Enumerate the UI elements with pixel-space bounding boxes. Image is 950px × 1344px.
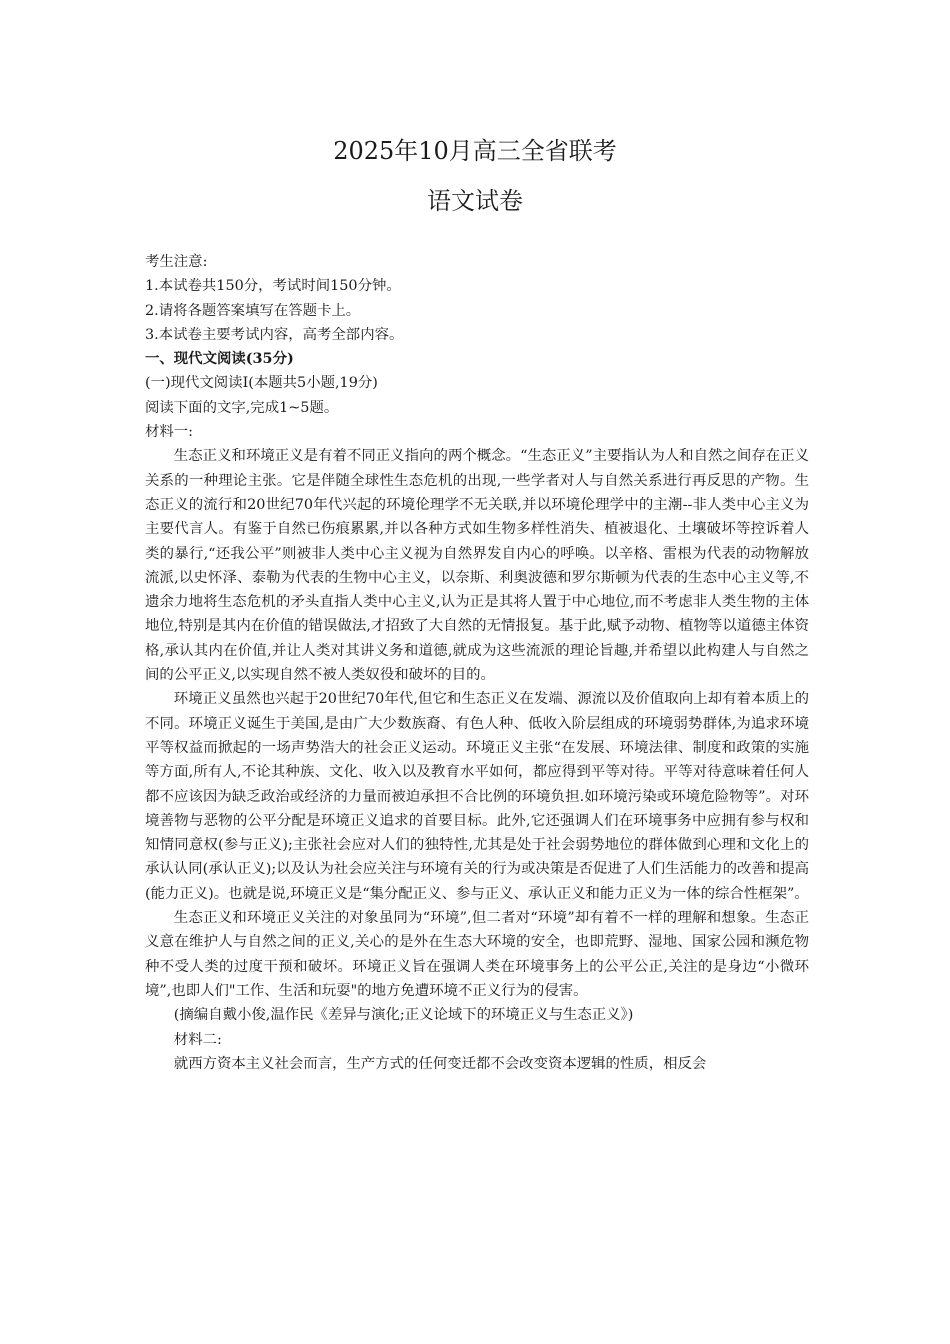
exam-title: 2025年10月高三全省联考 — [333, 137, 617, 165]
notice-item: 1.本试卷共150分，考试时间150分钟。 — [145, 278, 401, 295]
material-2-first-line: 就西方资本主义社会而言，生产方式的任何变迁都不会改变资本逻辑的性质，相反会 — [173, 1055, 707, 1072]
exam-subject-title: 语文试卷 — [427, 187, 523, 215]
reading-instruction: 阅读下面的文字,完成1~5题。 — [145, 399, 339, 416]
material-2-label: 材料二: — [173, 1031, 222, 1048]
material-1-paragraph: 环境正义虽然也兴起于20世纪70年代,但它和生态正义在发端、源流以及价值取向上却有着本质上的不同。环境正义诞生于美国,是由广大少数族裔、有色人种、低收入阶层组成的环境弱势群体,为追求环境平等权益而掀起的一场声势浩大的社会正义运动。环境正义主张“在发展、环境法律、制度和政策的实施等方面,所有人,不论其种族、文化、收入以及教育水平如何，都应得到平等对待。平等对待意味着任何人都不应该因为缺乏政治或经济的力量而被迫承担不合比例的环境负担.如环境污染或环境危险物等”。对环境善物与恶物的公平分配是环境正义追求的首要目标。此外,它还强调人们在环境事务中应拥有参与权和知情同意权(参与正义);主张社会应对人们的独特性,尤其是处于社会弱势地位的群体做到心理和文化上的承认认同(承认正义);以及认为社会应关注与环境有关的行为或决策是否促进了人们生活能力的改善和提高(能力正义)。也就是说,环境正义是“集分配正义、参与正义、承认正义和能力正义为一体的综合性框架”。 — [145, 691, 809, 902]
material-1-label: 材料一: — [145, 424, 194, 441]
notice-item: 3.本试卷主要考试内容，高考全部内容。 — [145, 326, 404, 343]
section-title: 一、现代文阅读(35分) — [145, 350, 294, 368]
notice-item: 2.请将各题答案填写在答题卡上。 — [145, 302, 361, 319]
material-1-paragraph: 生态正义和环境正义关注的对象虽同为“环境”,但二者对“环境”却有着不一样的理解和想象。生态正义意在维护人与自然之间的正义,关心的是外在生态大环境的安全，也即荒野、湿地、国家公园和濒危物种不受人类的过度干预和破坏。环境正义旨在强调人类在环境事务上的公平公正,关注的是身边“小微环境”,也即人们"工作、生活和玩耍"的地方免遭环境不正义行为的侵害。 — [145, 910, 809, 999]
material-1-paragraph: 生态正义和环境正义是有着不同正义指向的两个概念。“生态正义”主要指认为人和自然之间存在正义关系的一种理论主张。它是伴随全球性生态危机的出现,一些学者对人与自然关系进行再反思的产物。生态正义的流行和20世纪70年代兴起的环境伦理学不无关联,并以环境伦理学中的主潮--非人类中心主义为主要代言人。有鉴于自然已伤痕累累,并以各种方式如生物多样性消失、植被退化、土壤破坏等控诉着人类的暴行,“还我公平”则被非人类中心主义视为自然界发自内心的呼唤。以辛格、雷根为代表的动物解放流派,以史怀泽、泰勒为代表的生物中心主义，以奈斯、利奥波德和罗尔斯顿为代表的生态中心主义等,不遗余力地将生态危机的矛头直指人类中心主义,认为正是其将人置于中心地位,而不考虑非人类生物的主体地位,特别是其内在价值的错误做法,才招致了大自然的无情报复。基于此,赋予动物、植物等以道德主体资格,承认其内在价值,并让人类对其讲义务和道德,就成为这些流派的理论旨趣,并希望以此构建人与自然之间的公平正义,以实现自然不被人类奴役和破坏的目的。 — [145, 448, 809, 684]
notice-heading: 考生注意: — [145, 254, 208, 270]
sub-section-title: (一)现代文阅读Ⅰ(本题共5小题,19分) — [145, 375, 378, 392]
exam-body — [145, 250, 809, 1076]
material-1-source: (摘编自戴小俊,温作民《差异与演化;正义论域下的环境正义与生态正义》) — [173, 1007, 634, 1024]
